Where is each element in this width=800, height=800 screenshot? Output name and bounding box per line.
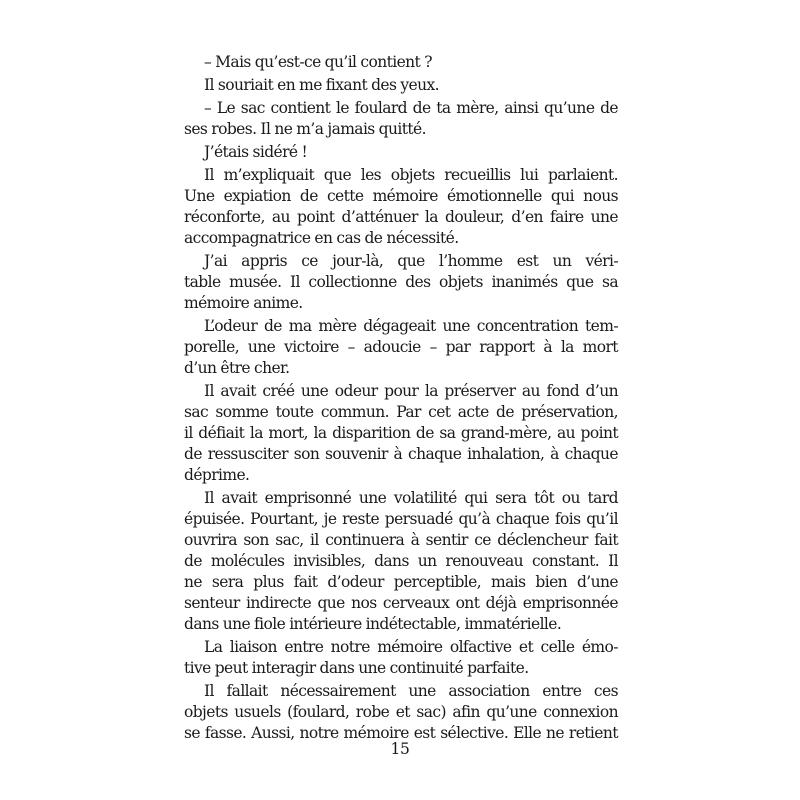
paragraph bbox=[184, 488, 618, 635]
paragraph bbox=[184, 251, 618, 314]
text-line: Il fallait nécessairement une association entre ces bbox=[204, 682, 618, 700]
paragraph bbox=[184, 165, 618, 249]
text-line: Il souriait en me fixant des yeux. bbox=[204, 76, 439, 94]
text-line: de ressusciter son souvenir à chaque inhalation, à chaque bbox=[184, 445, 618, 463]
text-line: Il m’expliquait que les objets recueillis lui parlaient. bbox=[204, 166, 618, 184]
text-line: ouvrira son sac, il continuera à sentir ce déclencheur fait bbox=[184, 531, 618, 549]
text-line: de molécules invisibles, dans un renouveau constant. Il bbox=[184, 552, 618, 570]
text-line: d’un être cher. bbox=[184, 359, 290, 377]
text-line: Une expiation de cette mémoire émotionnelle qui nous bbox=[184, 187, 618, 205]
paragraph bbox=[184, 52, 618, 73]
paragraph bbox=[184, 381, 618, 486]
text-line: table musée. Il collectionne des objets inanimés que sa bbox=[184, 273, 618, 291]
text-line: dans une fiole intérieure indétectable, immatérielle. bbox=[184, 615, 562, 633]
page-number: 15 bbox=[390, 740, 410, 758]
text-line: accompagnatrice en cas de nécessité. bbox=[184, 229, 459, 247]
paragraph bbox=[184, 75, 618, 96]
text-line: Il avait créé une odeur pour la préserver au fond d’un bbox=[204, 382, 618, 400]
text-line: il défiait la mort, la disparition de sa grand-mère, au point bbox=[184, 424, 618, 442]
text-line: La liaison entre notre mémoire olfactive et celle émo- bbox=[204, 638, 618, 656]
paragraph bbox=[184, 316, 618, 379]
text-line: Il avait emprisonné une volatilité qui sera tôt ou tard bbox=[204, 489, 618, 507]
text-line: se fasse. Aussi, notre mémoire est sélective. Elle ne retient bbox=[184, 724, 618, 742]
text-line: – Le sac contient le foulard de ta mère, ainsi qu’une de bbox=[204, 99, 618, 117]
text-line: L’odeur de ma mère dégageait une concentration tem- bbox=[204, 317, 618, 335]
page-body bbox=[184, 52, 618, 744]
text-line: J’étais sidéré ! bbox=[204, 143, 308, 161]
paragraph bbox=[184, 637, 618, 679]
text-line: tive peut interagir dans une continuité parfaite. bbox=[184, 659, 529, 677]
paragraph bbox=[184, 142, 618, 163]
text-line: réconforte, au point d’atténuer la douleur, d’en faire une bbox=[184, 208, 618, 226]
text-line: senteur indirecte que nos cerveaux ont déjà emprisonnée bbox=[184, 594, 618, 612]
text-line: sac somme toute commun. Par cet acte de préservation, bbox=[184, 403, 618, 421]
text-line: mémoire anime. bbox=[184, 294, 303, 312]
text-line: objets usuels (foulard, robe et sac) afin qu’une connexion bbox=[184, 703, 618, 721]
text-line: épuisée. Pourtant, je reste persuadé qu’à chaque fois qu’il bbox=[184, 510, 618, 528]
text-line: ne sera plus fait d’odeur perceptible, mais bien d’une bbox=[184, 573, 618, 591]
text-line: J’ai appris ce jour-là, que l’homme est un véri- bbox=[204, 252, 618, 270]
paragraph bbox=[184, 98, 618, 140]
text-line: porelle, une victoire – adoucie – par rapport à la mort bbox=[184, 338, 618, 356]
paragraph bbox=[184, 681, 618, 744]
text-line: déprime. bbox=[184, 466, 250, 484]
text-line: – Mais qu’est-ce qu’il contient ? bbox=[204, 53, 432, 71]
text-line: ses robes. Il ne m’a jamais quitté. bbox=[184, 120, 426, 138]
